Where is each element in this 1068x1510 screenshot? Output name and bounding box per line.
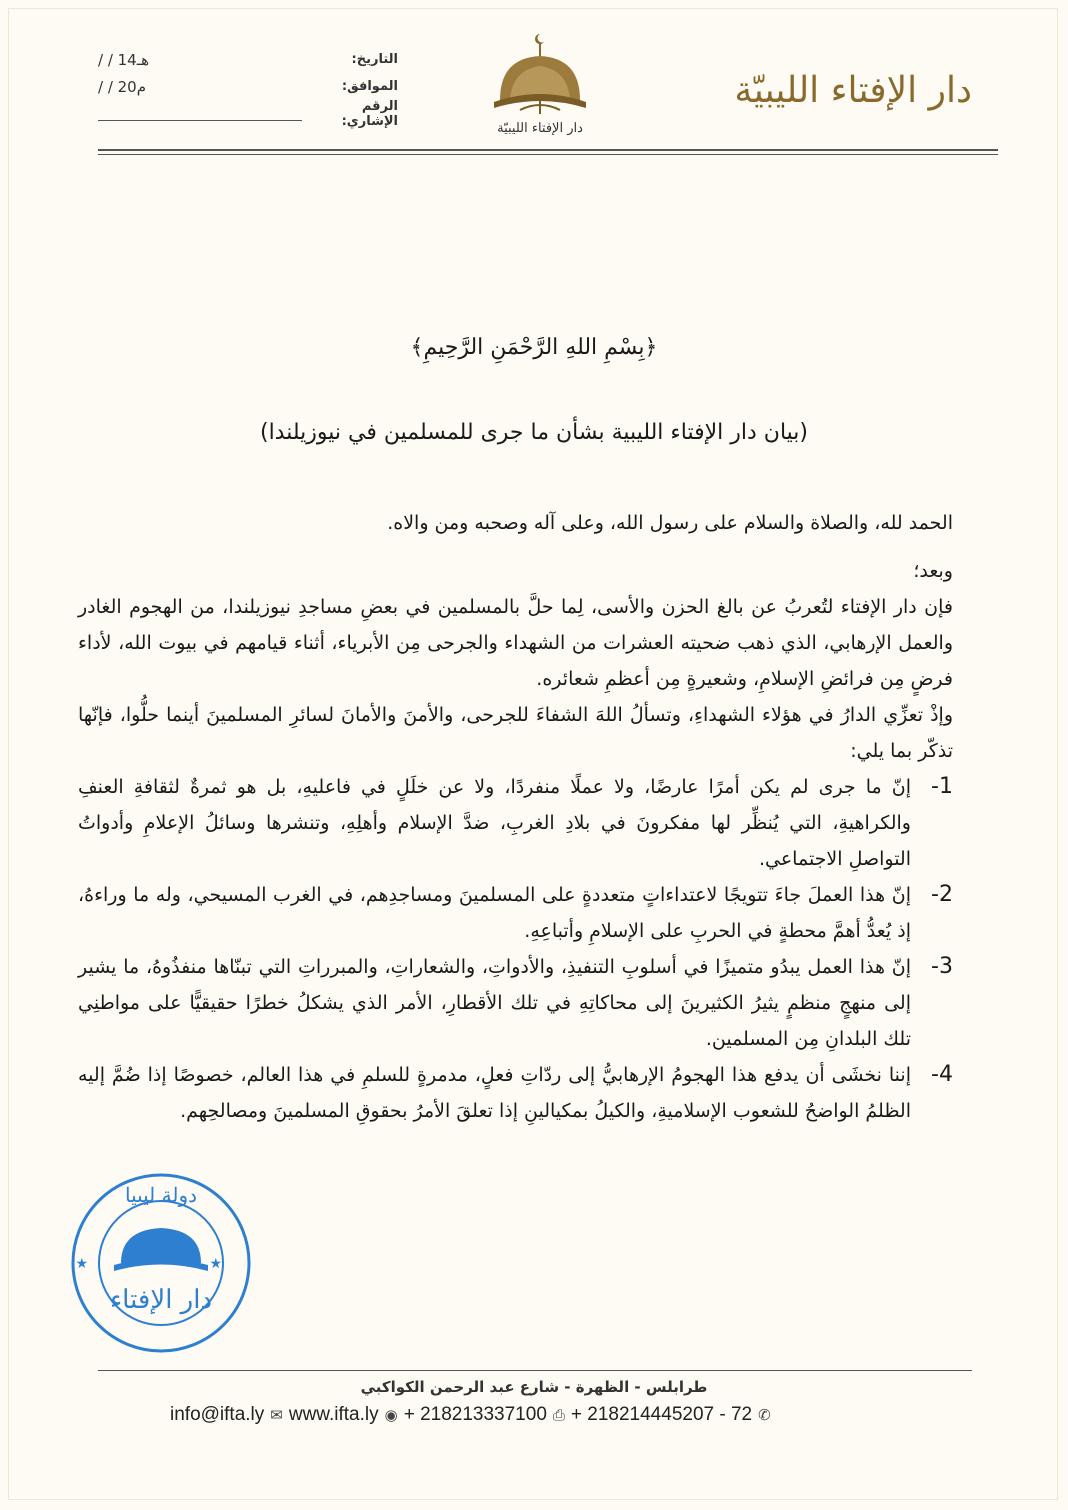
- date-label: التاريخ:: [351, 52, 398, 67]
- list-item-text: إنّ ما جرى لم يكن أمرًا عارضًا، ولا عملًا منفردًا، ولا عن خلَلٍ في فاعليهِ، بل هو ثمرةٌ لثقافةِ العنفِ والكراهيةِ، التي يُنظِّر لها مفكرونَ في بلادِ الغربِ، ضدَّ الإسلام وأهلِهِ، وتنشرها وسائلُ الإعلامِ وأدواتُ التواصلِ الاجتماعي.: [78, 776, 911, 870]
- reference-number-line: [98, 106, 302, 121]
- svg-text:★: ★: [75, 1256, 88, 1272]
- list-item-text: إننا نخشَى أن يدفع هذا الهجومُ الإرهابيُّ إلى ردّاتِ فعلٍ، مدمرةٍ للسلمِ في هذا العالم، خصوصًا إذا ضُمَّ إليه الظلمُ الواضحُ للشعوب الإسلاميةِ، والكيلُ بمكيالينِ إذا تعلقَ الأمرُ بحقوقِ المسلمينَ ومصالحِهم.: [78, 1064, 911, 1122]
- paragraph-reminder-intro: وإذْ تعزِّي الدارُ في هؤلاء الشهداءِ، وتسألُ اللهَ الشفاءَ للجرحى، والأمنَ والأمانَ لسائرِ المسلمينَ أينما حلُّوا، فإنّها تذكّر بما يلي:: [78, 704, 953, 762]
- footer-divider: [98, 1370, 972, 1371]
- corresponding-date-label: الموافق:: [341, 79, 398, 94]
- list-item: [78, 1057, 953, 1129]
- list-item-text: إنّ هذا العملَ جاءَ تتويجًا لاعتداءاتٍ متعددةٍ على المسلمينَ ومساجدِهم، في الغرب المسيحي، وله ما وراءهُ، إذ يُعدُّ أهمَّ محطةٍ في الحربِ على الإسلامِ وأتباعِهِ.: [78, 884, 911, 942]
- fax-number: + 218213337100: [403, 1404, 547, 1425]
- document-meta: [98, 46, 398, 127]
- corresponding-date-value: / / 20م: [98, 77, 147, 96]
- list-item-number: 3-: [931, 954, 953, 979]
- statement-title: (بيان دار الإفتاء الليبية بشأن ما جرى للمسلمين في نيوزيلندا): [259, 420, 808, 445]
- header-divider: [98, 149, 998, 151]
- svg-text:دار الإفتاء: دار الإفتاء: [109, 1285, 213, 1315]
- brand-name: دار الإفتاء الليبيّة: [734, 70, 972, 111]
- basmala: ﴿بِسْمِ اللهِ الرَّحْمَنِ الرَّحِيمِ﴾: [410, 335, 658, 360]
- list-item: [78, 877, 953, 949]
- envelope-icon: ✉: [270, 1407, 283, 1424]
- list-item-text: إنّ هذا العمل يبدُو متميزًا في أسلوبِ التنفيذِ، والأدواتِ، والشعاراتِ، والمبرراتِ التي تبنّاها منفذُوهُ، ما يشير إلى منهجٍ منظمٍ يثيرُ الكثيرينَ إلى محاكاتِهِ في تلك الأقطارِ، الأمر الذي يشكلُ خطرًا حقيقيًّا على مواطنِي تلك البلدانِ مِن المسلمين.: [78, 956, 911, 1050]
- list-item-number: 1-: [931, 774, 953, 799]
- list-item: [78, 949, 953, 1057]
- dome-emblem-logo: [480, 30, 600, 140]
- phone-number: + 218214445207 - 72: [570, 1404, 753, 1425]
- email-link[interactable]: info@ifta.ly: [170, 1404, 265, 1425]
- official-seal-stamp: [66, 1168, 256, 1358]
- opening-praise: الحمد لله، والصلاة والسلام على رسول الله، وعلى آله وصحبه ومن والاه.: [387, 512, 953, 534]
- emblem-caption: دار الإفتاء الليبيّة: [497, 121, 583, 136]
- website-link[interactable]: www.ifta.ly: [288, 1404, 379, 1425]
- statement-body: [78, 505, 953, 1129]
- reference-number-label: الرقم الإشاري:: [341, 98, 398, 129]
- svg-text:دولة ليبيا: دولة ليبيا: [124, 1183, 198, 1207]
- date-value: / / 14هـ: [98, 50, 150, 69]
- list-item-number: 4-: [931, 1062, 953, 1087]
- paragraph-condolence: فإن دار الإفتاء لتُعربُ عن بالغ الحزن والأسى، لِما حلَّ بالمسلمين في بعضِ مساجدِ نيوزيلندا، من الهجوم الغادر والعمل الإرهابي، الذي ذهب ضحيته العشرات من الشهداء والجرحى مِن الأبرياء، أثناء قيامهم في بيوت الله، لأداء فرضٍ مِن فرائضِ الإسلامِ، وشعيرةٍ مِن أعظمِ شعائره.: [78, 596, 953, 690]
- globe-icon: ◉: [384, 1407, 398, 1424]
- list-item: [78, 769, 953, 877]
- after-greeting: وبعد؛: [913, 560, 953, 582]
- footer-address: طرابلس - الظهرة - شارع عبد الرحمن الكواكبي: [360, 1378, 708, 1396]
- footer-contacts: [170, 1404, 830, 1426]
- svg-text:★: ★: [209, 1256, 222, 1272]
- fax-icon: ⎙: [552, 1406, 565, 1424]
- list-item-number: 2-: [931, 882, 953, 907]
- header-divider-thin: [98, 154, 998, 155]
- phone-icon: ✆: [758, 1407, 771, 1424]
